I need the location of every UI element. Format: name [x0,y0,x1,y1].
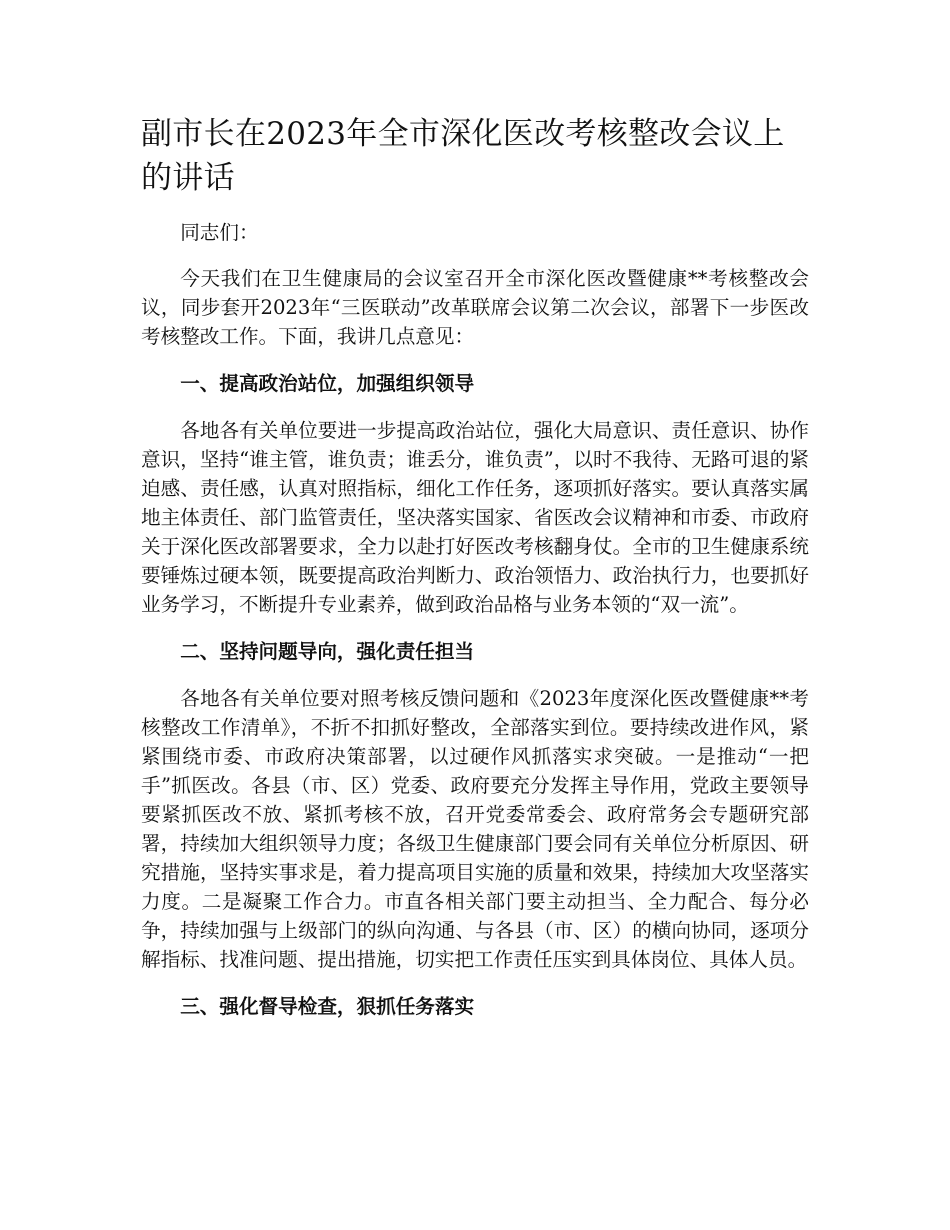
section-heading-3: 三、强化督导检查，狠抓任务落实 [180,995,475,1018]
intro-paragraph: 今天我们在卫生健康局的会议室召开全市深化医改暨健康**考核整改会议，同步套开2023年“三医联动”改革联席会议第二次会议，部署下一步医改考核整改工作。下面，我讲几点意见： [141,267,809,348]
document-title: 副市长在2023年全市深化医改考核整改会议上的讲话 [141,116,785,196]
section-body-1: 各地各有关单位要进一步提高政治站位，强化大局意识、责任意识、协作意识，坚持“谁主管，谁负责；谁丢分，谁负责”，以时不我待、无路可退的紧迫感、责任感，认真对照指标，细化工作任务，逐项抓好落实。要认真落实属地主体责任、部门监管责任，坚决落实国家、省医改会议精神和市委、市政府关于深化医改部署要求，全力以赴打好医改考核翻身仗。全市的卫生健康系统要锤炼过硬本领，既要提高政治判断力、政治领悟力、政治执行力，也要抓好业务学习，不断提升专业素养，做到政治品格与业务本领的“双一流”。 [141,419,809,616]
section-heading-2: 二、坚持问题导向，强化责任担当 [180,640,475,663]
section-heading-1: 一、提高政治站位，加强组织领导 [180,372,475,395]
salutation: 同志们： [180,221,259,244]
document-content [141,112,809,1039]
section-body-2: 各地各有关单位要对照考核反馈问题和《2023年度深化医改暨健康**考核整改工作清单》，不折不扣抓好整改，全部落实到位。要持续改进作风，紧紧围绕市委、市政府决策部署，以过硬作风抓落实求突破。一是推动“一把手”抓医改。各县（市、区）党委、政府要充分发挥主导作用，党政主要领导要紧抓医改不放、紧抓考核不放，召开党委常委会、政府常务会专题研究部署，持续加大组织领导力度；各级卫生健康部门要会同有关单位分析原因、研究措施，坚持实事求是，着力提高项目实施的质量和效果，持续加大攻坚落实力度。二是凝聚工作合力。市直各相关部门要主动担当、全力配合、每分必争，持续加强与上级部门的纵向沟通、与各县（市、区）的横向协同，逐项分解指标、找准问题、提出措施，切实把工作责任压实到具体岗位、具体人员。 [141,687,809,971]
